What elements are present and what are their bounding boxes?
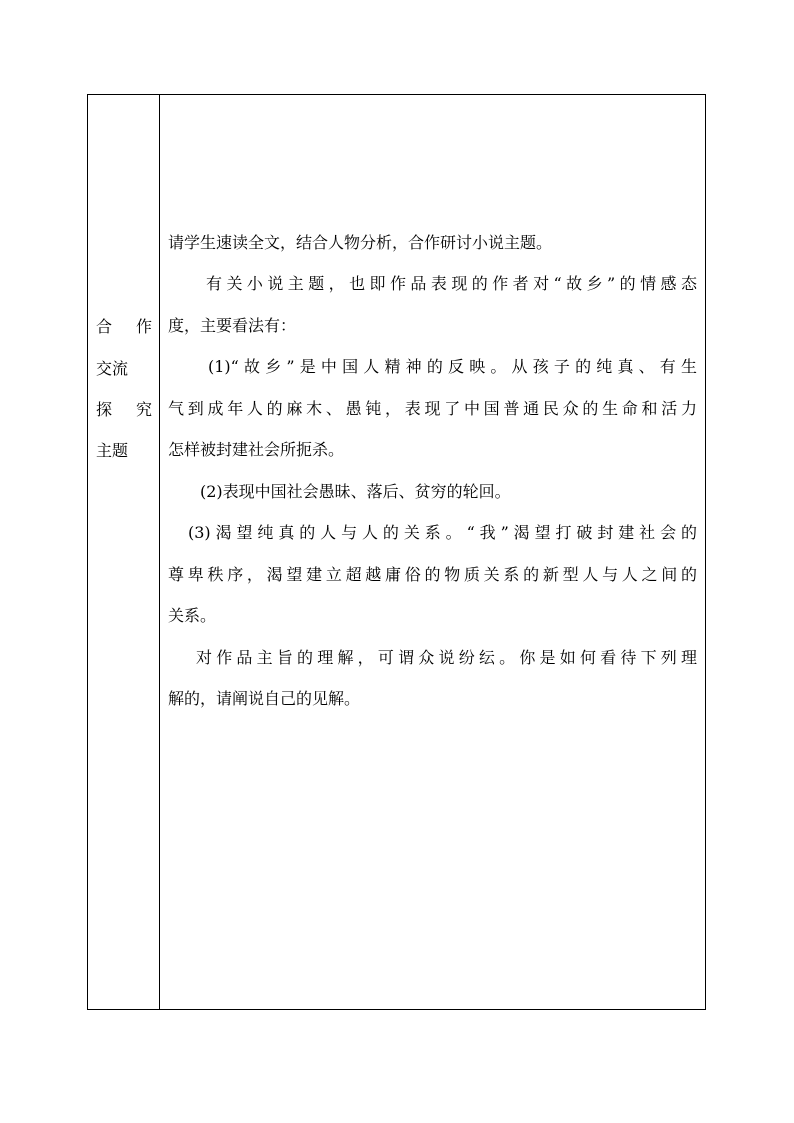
label-line-1 xyxy=(96,317,152,337)
content-line: 请学生速读全文，结合人物分析，合作研讨小说主题。 xyxy=(168,233,553,252)
label-text: 交流 xyxy=(96,359,129,378)
content-line: 尊卑秩序，渴望建立超越庸俗的物质关系的新型人与人之间的 xyxy=(168,565,697,584)
label-char: 究 xyxy=(135,400,152,419)
content-line: 对作品主旨的理解，可谓众说纷纭。你是如何看待下列理 xyxy=(196,648,697,667)
content-line: (2)表现中国社会愚昧、落后、贫穷的轮回。 xyxy=(200,482,511,501)
label-char: 作 xyxy=(135,317,152,336)
content-line: 有关小说主题，也即作品表现的作者对“故乡”的情感态 xyxy=(206,274,697,293)
content-line: 解的，请阐说自己的见解。 xyxy=(168,689,361,708)
content-line: 关系。 xyxy=(168,606,217,625)
content-cell xyxy=(160,95,705,1009)
content-line: (1)“故乡”是中国人精神的反映。从孩子的纯真、有生 xyxy=(208,357,697,376)
label-line-2 xyxy=(96,359,152,379)
content-line: (3)渴望纯真的人与人的关系。“我”渴望打破封建社会的 xyxy=(188,523,697,542)
content-line: 怎样被封建社会所扼杀。 xyxy=(168,440,345,459)
label-text: 主题 xyxy=(96,441,129,460)
label-line-3 xyxy=(96,400,152,420)
content-line: 气到成年人的麻木、愚钝，表现了中国普通民众的生命和活力 xyxy=(168,399,697,418)
content-line: 度，主要看法有： xyxy=(168,316,297,335)
section-label-cell xyxy=(88,95,159,1009)
label-char: 探 xyxy=(96,400,113,419)
lesson-table xyxy=(87,94,706,1010)
label-line-4 xyxy=(96,441,152,461)
label-char: 合 xyxy=(96,317,113,336)
